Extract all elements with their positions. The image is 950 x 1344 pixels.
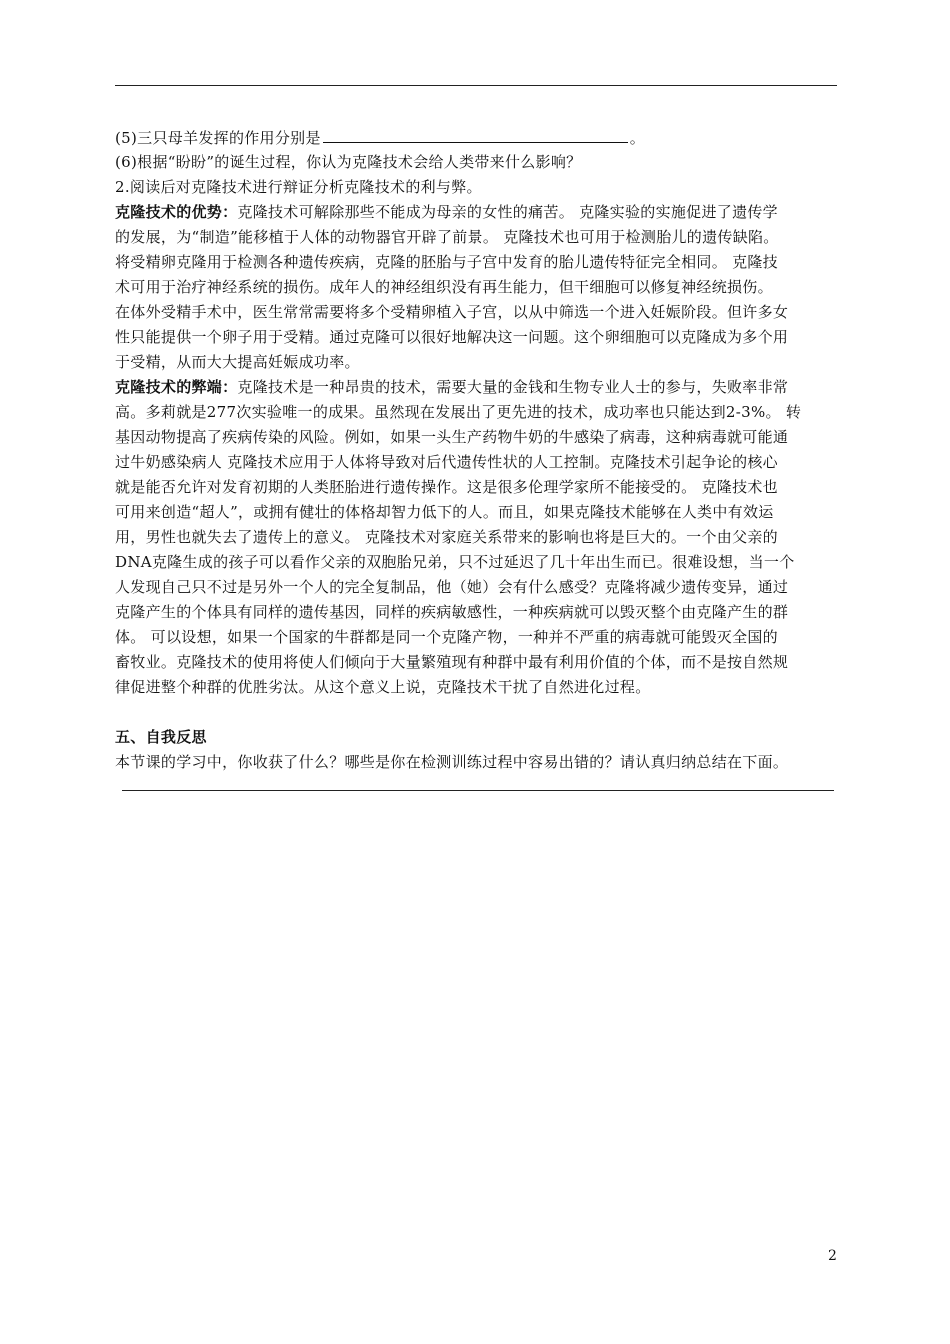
advantages-line-7: 于受精，从而大大提高妊娠成功率。	[115, 353, 360, 371]
question-5-text: (5)三只母羊发挥的作用分别是	[115, 129, 321, 147]
page-number: 2	[828, 1248, 837, 1264]
task-2: 2.阅读后对克隆技术进行辩证分析克隆技术的利与弊。	[115, 178, 482, 196]
advantages-label: 克隆技术的优势：	[115, 203, 238, 221]
advantages-line-3: 将受精卵克隆用于检测各种遗传疾病，克隆的胚胎与子宫中发育的胎儿遗传特征完全相同。 克隆技	[115, 253, 778, 271]
header-rule	[115, 85, 837, 86]
disadvantages-line-5: 就是能否允许对发育初期的人类胚胎进行遗传操作。这是很多伦理学家所不能接受的。 克隆技术也	[115, 478, 778, 496]
advantages-line-1	[115, 202, 845, 222]
reflection-heading: 五、自我反思	[115, 728, 207, 746]
advantages-line-5: 在体外受精手术中，医生常常需要将多个受精卵植入子宫，以从中筛选一个进入妊娠阶段。但许多女	[115, 303, 789, 321]
reflection-prompt: 本节课的学习中，你收获了什么？哪些是你在检测训练过程中容易出错的？请认真归纳总结在下面。	[115, 753, 789, 771]
disadvantages-line-7: 用，男性也就失去了遗传上的意义。 克隆技术对家庭关系带来的影响也将是巨大的。一个由父亲的	[115, 528, 778, 546]
disadvantages-label: 克隆技术的弊端：	[115, 378, 238, 396]
answer-blank-5[interactable]	[323, 128, 628, 143]
disadvantages-line-2: 高。多莉就是277次实验唯一的成果。虽然现在发展出了更先进的技术，成功率也只能达到2-3%。 转	[115, 403, 802, 421]
disadvantages-line-6: 可用来创造“超人”，或拥有健壮的体格却智力低下的人。而且，如果克隆技术能够在人类中有效运	[115, 503, 774, 521]
reflection-answer-line[interactable]	[122, 790, 834, 791]
question-6: (6)根据“盼盼”的诞生过程，你认为克隆技术会给人类带来什么影响？	[115, 153, 582, 171]
disadvantages-line-9: 人发现自己只不过是另外一个人的完全复制品，他（她）会有什么感受？克隆将减少遗传变异，通过	[115, 578, 789, 596]
disadvantages-line-10: 克隆产生的个体具有同样的遗传基因，同样的疾病敏感性，一种疾病就可以毁灭整个由克隆产生的群	[115, 603, 789, 621]
advantages-line-4: 术可用于治疗神经系统的损伤。成年人的神经组织没有再生能力，但干细胞可以修复神经统损伤。	[115, 278, 773, 296]
advantages-line-2: 的发展，为“制造”能移植于人体的动物器官开辟了前景。 克隆技术也可用于检测胎儿的遗传缺陷。	[115, 228, 779, 246]
disadvantages-text: 克隆技术是一种昂贵的技术，需要大量的金钱和生物专业人士的参与，失败率非常	[237, 378, 789, 396]
disadvantages-line-12: 畜牧业。克隆技术的使用将使人们倾向于大量繁殖现有种群中最有利用价值的个体，而不是按自然规	[115, 653, 789, 671]
disadvantages-line-3: 基因动物提高了疾病传染的风险。例如，如果一头生产药物牛奶的牛感染了病毒，这种病毒就可能通	[115, 428, 789, 446]
disadvantages-line-4: 过牛奶感染病人 克隆技术应用于人体将导致对后代遗传性状的人工控制。克隆技术引起争论的核心	[115, 453, 778, 471]
disadvantages-line-8: DNA克隆生成的孩子可以看作父亲的双胞胎兄弟，只不过延迟了几十年出生而已。很难设想，当一个	[115, 553, 795, 571]
disadvantages-line-1	[115, 377, 845, 397]
advantages-text: 克隆技术可解除那些不能成为母亲的女性的痛苦。 克隆实验的实施促进了遗传学	[237, 203, 778, 221]
disadvantages-line-11: 体。 可以设想，如果一个国家的牛群都是同一个克隆产物，一种并不严重的病毒就可能毁灭全国的	[115, 628, 778, 646]
advantages-line-6: 性只能提供一个卵子用于受精。通过克隆可以很好地解决这一问题。这个卵细胞可以克隆成为多个用	[115, 328, 789, 346]
question-5	[115, 128, 845, 148]
disadvantages-line-13: 律促进整个种群的优胜劣汰。从这个意义上说，克隆技术干扰了自然进化过程。	[115, 678, 651, 696]
question-5-end: 。	[629, 129, 646, 147]
